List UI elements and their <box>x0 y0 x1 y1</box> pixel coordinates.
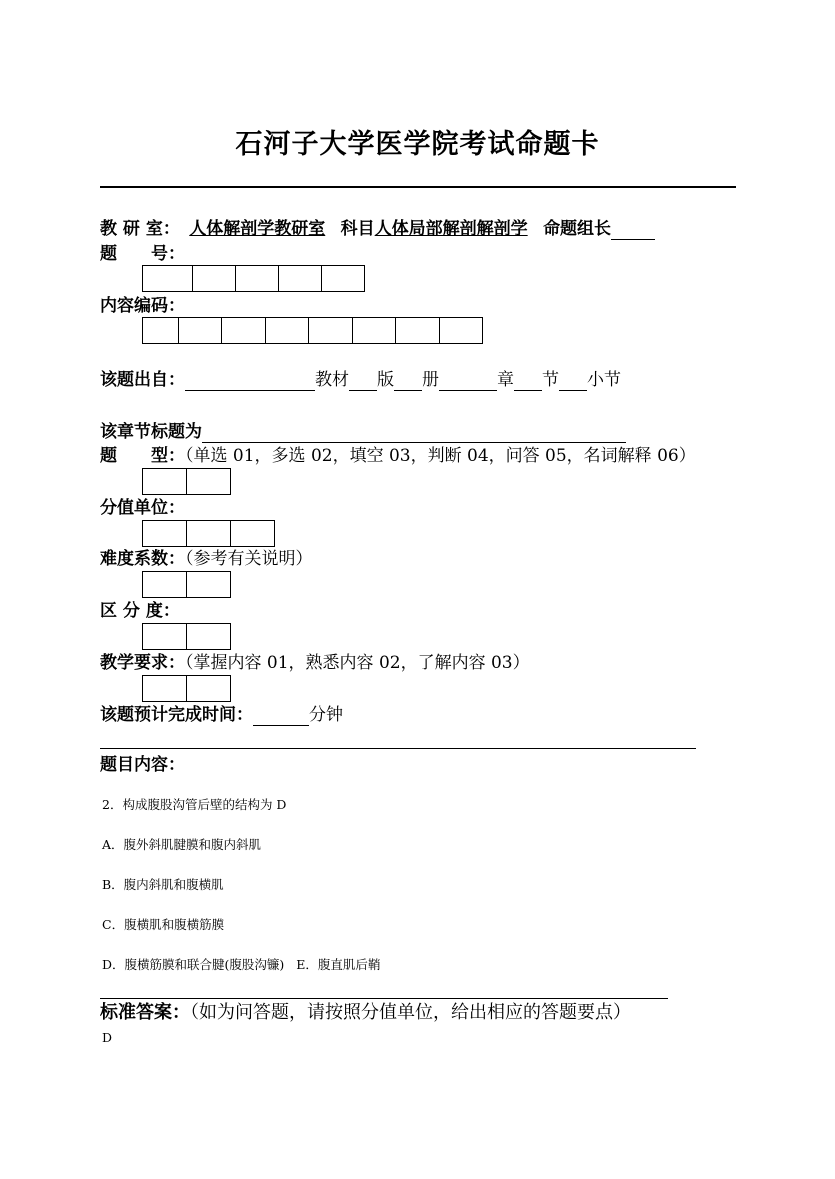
box-cell[interactable] <box>193 266 236 291</box>
question-stem: 2．构成腹股沟管后壁的结构为 D <box>102 797 287 812</box>
source-field[interactable] <box>185 372 315 391</box>
time-field[interactable] <box>253 707 309 726</box>
option-a: A．腹外斜肌腱膜和腹内斜肌 <box>102 837 262 852</box>
subsection-label: 小节 <box>587 370 621 390</box>
chapter-field[interactable] <box>439 372 497 391</box>
box-cell[interactable] <box>440 318 482 343</box>
requirement-hint: （掌握内容 01，熟悉内容 02，了解内容 03） <box>185 653 530 673</box>
source-label: 该题出自： <box>100 370 185 390</box>
difficulty-label: 难度系数： <box>100 549 185 569</box>
subsection-field[interactable] <box>559 372 587 391</box>
box-cell[interactable] <box>179 318 222 343</box>
volume-label: 册 <box>422 370 439 390</box>
requirement-label: 教学要求： <box>100 653 185 673</box>
box-cell[interactable] <box>266 318 309 343</box>
subject-label: 科目 <box>340 219 375 239</box>
chapter-title-label: 该章节标题为 <box>100 422 202 442</box>
chapter-title-field[interactable] <box>202 424 626 443</box>
box-cell[interactable] <box>231 521 274 546</box>
subject-value[interactable]: 人体局部解剖解剖学 <box>374 219 528 239</box>
box-cell[interactable] <box>187 624 230 649</box>
requirement-row <box>100 652 530 674</box>
textbook-label: 教材 <box>315 370 349 390</box>
difficulty-boxes[interactable] <box>142 571 231 598</box>
box-cell[interactable] <box>236 266 279 291</box>
header-row <box>100 218 655 240</box>
page-title: 石河子大学医学院考试命题卡 <box>235 129 600 160</box>
question-type-label: 题 型： <box>100 446 185 466</box>
question-type-boxes[interactable] <box>142 468 231 495</box>
time-label: 该题预计完成时间： <box>100 705 253 725</box>
dept-value[interactable]: 人体解剖学教研室 <box>189 219 326 239</box>
option-b: B．腹内斜肌和腹横肌 <box>102 877 224 892</box>
box-cell[interactable] <box>143 572 187 597</box>
box-cell[interactable] <box>143 266 193 291</box>
box-cell[interactable] <box>143 624 187 649</box>
question-type-row <box>100 445 696 467</box>
section-label: 节 <box>542 370 559 390</box>
box-cell[interactable] <box>353 318 396 343</box>
box-cell[interactable] <box>309 318 353 343</box>
box-cell[interactable] <box>279 266 322 291</box>
section-field[interactable] <box>514 372 542 391</box>
answer-value: D <box>102 1030 113 1045</box>
leader-field[interactable] <box>611 221 655 240</box>
difficulty-row <box>100 548 313 570</box>
source-row <box>100 369 621 391</box>
box-cell[interactable] <box>187 572 230 597</box>
answer-hint: （如为问答题，请按照分值单位，给出相应的答题要点） <box>190 1002 631 1023</box>
box-cell[interactable] <box>143 318 179 343</box>
box-cell[interactable] <box>222 318 266 343</box>
discrimination-boxes[interactable] <box>142 623 231 650</box>
edition-label: 版 <box>377 370 394 390</box>
option-c: C．腹横肌和腹横筋膜 <box>102 917 225 932</box>
option-row-de <box>102 955 380 973</box>
box-cell[interactable] <box>143 676 187 701</box>
option-e: E．腹直肌后鞘 <box>296 957 381 972</box>
content-label: 题目内容： <box>100 755 185 775</box>
time-unit: 分钟 <box>309 705 343 725</box>
requirement-boxes[interactable] <box>142 675 231 702</box>
edition-field[interactable] <box>349 372 377 391</box>
answer-row <box>100 1002 631 1024</box>
difficulty-hint: （参考有关说明） <box>185 549 313 569</box>
answer-label: 标准答案： <box>100 1002 190 1023</box>
score-unit-label: 分值单位： <box>100 498 185 518</box>
box-cell[interactable] <box>187 676 230 701</box>
box-cell[interactable] <box>187 521 231 546</box>
leader-label: 命题组长 <box>543 219 612 239</box>
question-type-hint: （单选 01，多选 02，填空 03，判断 04，问答 05，名词解释 06） <box>185 446 696 466</box>
box-cell[interactable] <box>187 469 230 494</box>
chapter-title-row <box>100 421 626 443</box>
volume-field[interactable] <box>394 372 422 391</box>
content-divider <box>100 748 696 749</box>
box-cell[interactable] <box>396 318 440 343</box>
question-no-boxes[interactable] <box>142 265 365 292</box>
discrimination-label: 区 分 度： <box>100 601 180 621</box>
dept-label: 教 研 室： <box>100 219 180 239</box>
answer-divider <box>100 998 668 999</box>
box-cell[interactable] <box>322 266 364 291</box>
box-cell[interactable] <box>143 469 187 494</box>
time-row <box>100 704 343 726</box>
content-code-boxes[interactable] <box>142 317 483 344</box>
question-no-label: 题 号： <box>100 244 185 264</box>
title-divider <box>100 186 736 188</box>
score-unit-boxes[interactable] <box>142 520 275 547</box>
option-d: D．腹横筋膜和联合腱(腹股沟镰) <box>102 957 285 972</box>
chapter-label: 章 <box>497 370 514 390</box>
box-cell[interactable] <box>143 521 187 546</box>
content-code-label: 内容编码： <box>100 296 185 316</box>
